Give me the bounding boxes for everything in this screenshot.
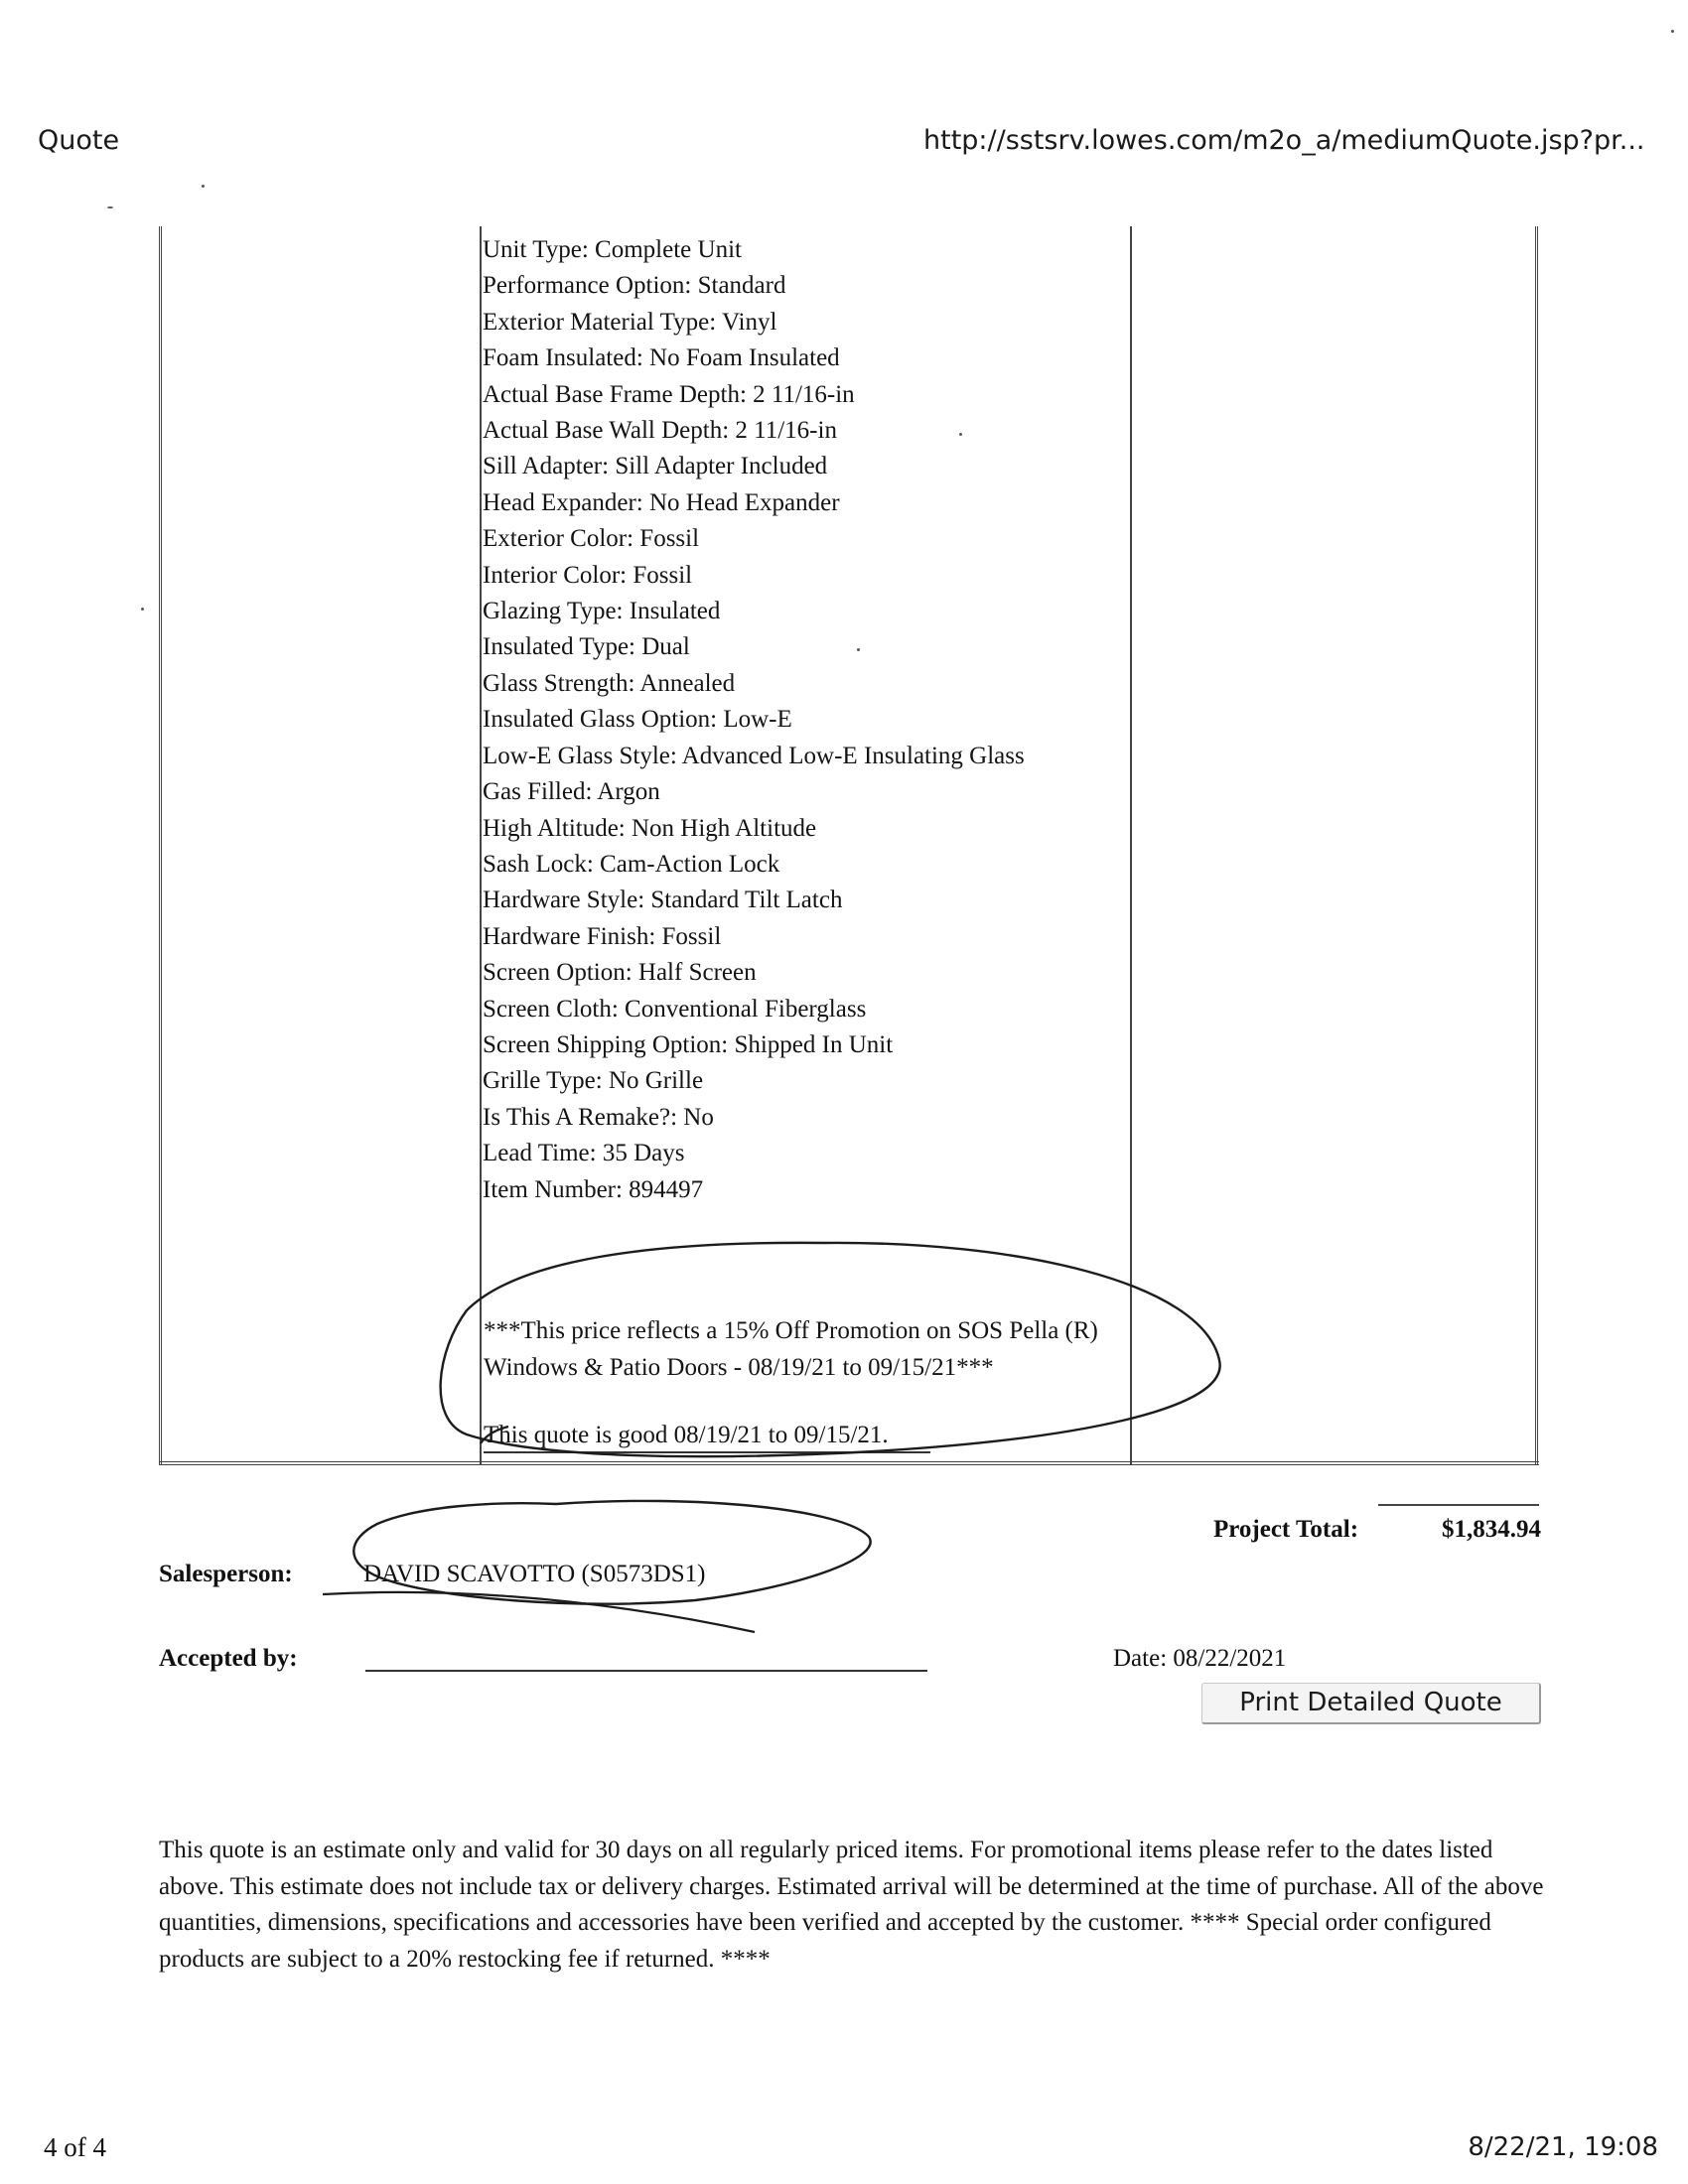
scan-speck [141,608,144,611]
spec-row: Insulated Type: Dual [483,633,690,661]
total-rule [1378,1504,1539,1506]
page-number: 4 of 4 [44,2132,106,2162]
table-border-left [159,226,164,1465]
spec-row: Hardware Finish: Fossil [483,922,722,950]
print-timestamp: 8/22/21, 19:08 [1468,2132,1658,2162]
spec-list [483,232,1128,1208]
spec-row: Interior Color: Fossil [483,561,693,589]
salesperson-label: Salesperson: [159,1561,293,1587]
spec-row: Actual Base Wall Depth: 2 11/16-in [483,417,837,445]
spec-row: Exterior Color: Fossil [483,525,700,553]
salesperson-strike-annotation [323,1592,755,1632]
print-detailed-quote-button[interactable]: Print Detailed Quote [1201,1683,1541,1724]
spec-row: Exterior Material Type: Vinyl [483,308,777,336]
salesperson-name: DAVID SCAVOTTO (S0573DS1) [363,1561,706,1587]
scan-speck [959,433,962,436]
spec-row: High Altitude: Non High Altitude [483,814,817,842]
table-divider-2 [1130,226,1132,1465]
table-divider-1 [480,226,482,1465]
salesperson-circle-annotation [353,1501,870,1604]
spec-row: Foam Insulated: No Foam Insulated [483,344,840,372]
spec-row: Insulated Glass Option: Low-E [483,706,792,734]
spec-row: Glass Strength: Annealed [483,669,736,697]
project-total-label: Project Total: [1213,1516,1359,1543]
scan-speck [1671,30,1674,33]
spec-row: Unit Type: Complete Unit [483,236,742,263]
spec-row: Head Expander: No Head Expander [483,488,840,516]
quote-date: Date: 08/22/2021 [1113,1645,1287,1672]
spec-row: Gas Filled: Argon [483,778,660,806]
table-border-right [1535,226,1540,1465]
spec-row: Sash Lock: Cam-Action Lock [483,850,780,878]
scan-speck [857,648,860,651]
spec-row: Actual Base Frame Depth: 2 11/16-in [483,380,855,408]
accepted-by-signature-line [365,1670,927,1672]
spec-row: Is This A Remake?: No [483,1103,714,1131]
project-total-value: $1,834.94 [1442,1516,1541,1543]
spec-row: Grille Type: No Grille [483,1067,704,1095]
accepted-by-label: Accepted by: [159,1645,298,1672]
spec-row: Screen Shipping Option: Shipped In Unit [483,1030,894,1058]
spec-row: Item Number: 894497 [483,1175,704,1203]
spec-row: Screen Option: Half Screen [483,959,757,987]
spec-row: Screen Cloth: Conventional Fiberglass [483,995,867,1023]
validity-note: This quote is good 08/19/21 to 09/15/21. [484,1422,889,1448]
scan-speck [107,206,113,208]
promo-note: ***This price reflects a 15% Off Promotion on SOS Pella (R) Windows & Patio Doors - 08/19/21 to 09/15/21*** [484,1317,1098,1381]
page-url[interactable]: http://sstsrv.lowes.com/m2o_a/mediumQuote.jsp?pr... [923,125,1645,156]
spec-row: Sill Adapter: Sill Adapter Included [483,453,828,480]
validity-underline [484,1451,930,1453]
disclaimer-text: This quote is an estimate only and valid for 30 days on all regularly priced items. For promotional items please refer to the dates listed above. This estimate does not include tax or delivery charges. Estimated arrival will be determined at the time of purchase. All of the above quantities, dimensions, specifications and accessories have been verified and accepted by the customer. **** Special order configured products are subject to a 20% restocking fee if returned. **** [159,1837,1544,1973]
spec-row: Glazing Type: Insulated [483,598,721,625]
spec-row: Hardware Style: Standard Tilt Latch [483,887,843,914]
table-border-bottom [159,1461,1539,1465]
page-title: Quote [38,125,120,156]
scan-speck [202,185,205,188]
spec-row: Lead Time: 35 Days [483,1140,685,1167]
spec-row: Low-E Glass Style: Advanced Low-E Insulating Glass [483,742,1025,769]
spec-row: Performance Option: Standard [483,272,786,300]
